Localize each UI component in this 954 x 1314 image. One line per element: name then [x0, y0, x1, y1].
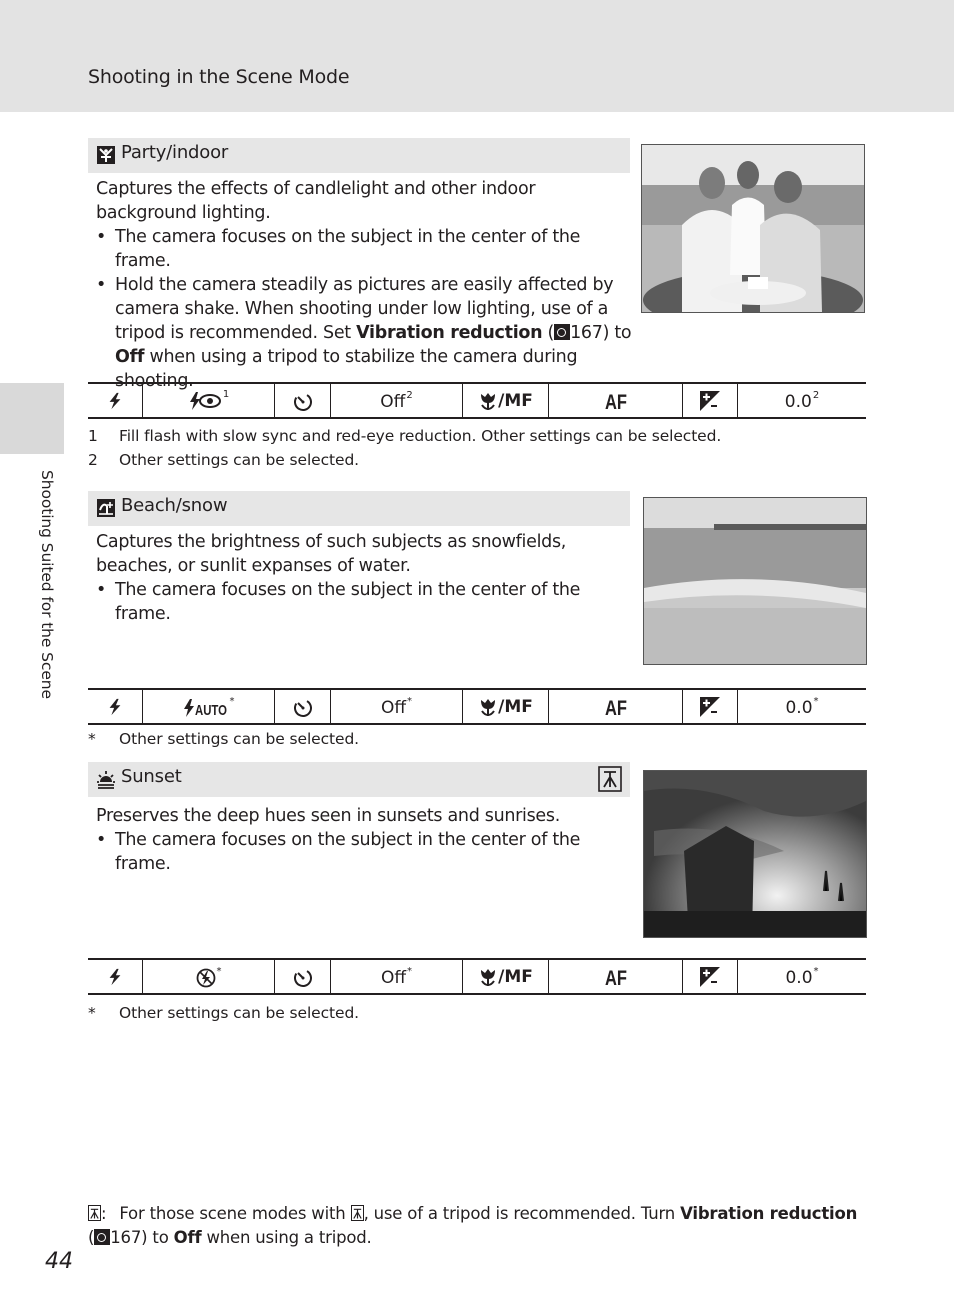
section-title: Party/indoor	[121, 142, 229, 163]
section-title: Sunset	[121, 766, 182, 787]
sunset-icon	[96, 769, 116, 789]
flash-mode-value: 1	[143, 383, 275, 418]
self-timer-icon	[292, 696, 314, 718]
exposure-comp-value: 0.0*	[738, 689, 867, 724]
macro-mode-cell: /MF	[463, 959, 549, 994]
footnote-line: * Other settings can be selected.	[88, 1004, 360, 1022]
page-header-title: Shooting in the Scene Mode	[88, 66, 350, 88]
self-timer-value: Off*	[331, 959, 463, 994]
bullet-item: • Hold the camera steadily as pictures are easily affected by camera shake. When shooting under low lighting, use of a tripod is recommended. Set Vibration reduction ( 167) to Off when using a tripod to stabilize the camera during shooting.	[96, 273, 632, 393]
flash-mode-header	[88, 959, 143, 994]
self-timer-value: Off*	[331, 689, 463, 724]
macro-tulip-icon	[478, 697, 498, 717]
section-description-party-indoor	[96, 177, 632, 393]
section-heading-beach-snow	[88, 491, 630, 526]
flash-icon	[106, 967, 124, 987]
header-band	[0, 0, 954, 112]
footnote-line: 2 Other settings can be selected.	[88, 451, 360, 469]
section-description-sunset	[96, 804, 632, 876]
off-label: Off	[173, 1228, 202, 1247]
svg-text:AUTO: AUTO	[194, 701, 227, 718]
macro-mode-cell: /MF	[463, 383, 549, 418]
flash-mode-value: *	[143, 959, 275, 994]
page-reference-icon	[554, 324, 570, 340]
slow-sync-red-eye-flash-icon	[188, 390, 222, 412]
vibration-reduction-label: Vibration reduction	[680, 1204, 858, 1223]
exposure-comp-header	[683, 383, 738, 418]
self-timer-header	[275, 383, 331, 418]
self-timer-value: Off$^2$	[331, 383, 463, 418]
intro-text: Captures the brightness of such subjects as snowfields, beaches, or sunlit expanses of water.	[96, 532, 567, 576]
auto-flash-icon	[183, 698, 229, 718]
macro-tulip-icon	[478, 391, 498, 411]
beach-snow-sample-photo	[643, 497, 867, 665]
beach-snow-icon	[96, 498, 116, 518]
intro-text: Captures the effects of candlelight and other indoor background lighting.	[96, 179, 536, 223]
vibration-reduction-label: Vibration reduction	[356, 323, 543, 343]
macro-mode-cell: /MF	[463, 689, 549, 724]
bullet-item: • The camera focuses on the subject in the center of the frame.	[96, 828, 632, 876]
settings-table-beach-snow	[88, 688, 866, 725]
section-title: Beach/snow	[121, 495, 228, 516]
flash-mode-value: AUTO *	[143, 689, 275, 724]
exposure-compensation-icon	[700, 391, 720, 411]
off-label: Off	[115, 347, 145, 367]
exposure-compensation-icon	[700, 967, 720, 987]
intro-text: Preserves the deep hues seen in sunsets and sunrises.	[96, 806, 560, 826]
exposure-comp-value: 0.0*	[738, 959, 867, 994]
macro-tulip-icon	[478, 967, 498, 987]
bullet-item: • The camera focuses on the subject in the center of the frame.	[96, 578, 632, 626]
tripod-icon	[351, 1205, 364, 1221]
page-reference-icon	[94, 1229, 110, 1245]
exposure-comp-header	[683, 689, 738, 724]
flash-icon	[106, 391, 124, 411]
party-indoor-icon	[96, 145, 116, 165]
section-heading-party-indoor	[88, 138, 630, 173]
flash-mode-header	[88, 689, 143, 724]
exposure-comp-header	[683, 959, 738, 994]
af-icon	[604, 967, 628, 987]
settings-table-sunset	[88, 958, 866, 995]
exposure-comp-value: $0.0^2$	[738, 383, 867, 418]
self-timer-header	[275, 959, 331, 994]
section-heading-sunset	[88, 762, 630, 797]
footnote-line: * Other settings can be selected.	[88, 730, 360, 748]
af-area-cell	[549, 383, 683, 418]
section-description-beach-snow	[96, 530, 632, 626]
footnote-line: 1 Fill flash with slow sync and red-eye reduction. Other settings can be selected.	[88, 427, 722, 445]
tripod-icon	[88, 1205, 101, 1221]
self-timer-icon	[292, 390, 314, 412]
tripod-footnote: : For those scene modes with , use of a tripod is recommended. Turn Vibration reduction ( 167) to Off when using a tripod.	[88, 1204, 858, 1247]
page-number: 44	[45, 1249, 73, 1274]
party-indoor-sample-photo	[641, 144, 865, 313]
chapter-tab	[0, 383, 64, 454]
chapter-tab-label: Shooting Suited for the Scene	[38, 470, 56, 699]
sunset-sample-photo	[643, 770, 867, 938]
self-timer-header	[275, 689, 331, 724]
af-area-cell	[549, 959, 683, 994]
settings-table-party-indoor	[88, 382, 866, 419]
af-area-cell	[549, 689, 683, 724]
self-timer-icon	[292, 966, 314, 988]
af-icon	[604, 697, 628, 717]
exposure-compensation-icon	[700, 697, 720, 717]
bullet-item: • The camera focuses on the subject in the center of the frame.	[96, 225, 632, 273]
tripod-icon	[598, 766, 622, 792]
flash-mode-header	[88, 383, 143, 418]
flash-icon	[106, 697, 124, 717]
flash-off-icon	[196, 968, 216, 988]
af-icon	[604, 391, 628, 411]
